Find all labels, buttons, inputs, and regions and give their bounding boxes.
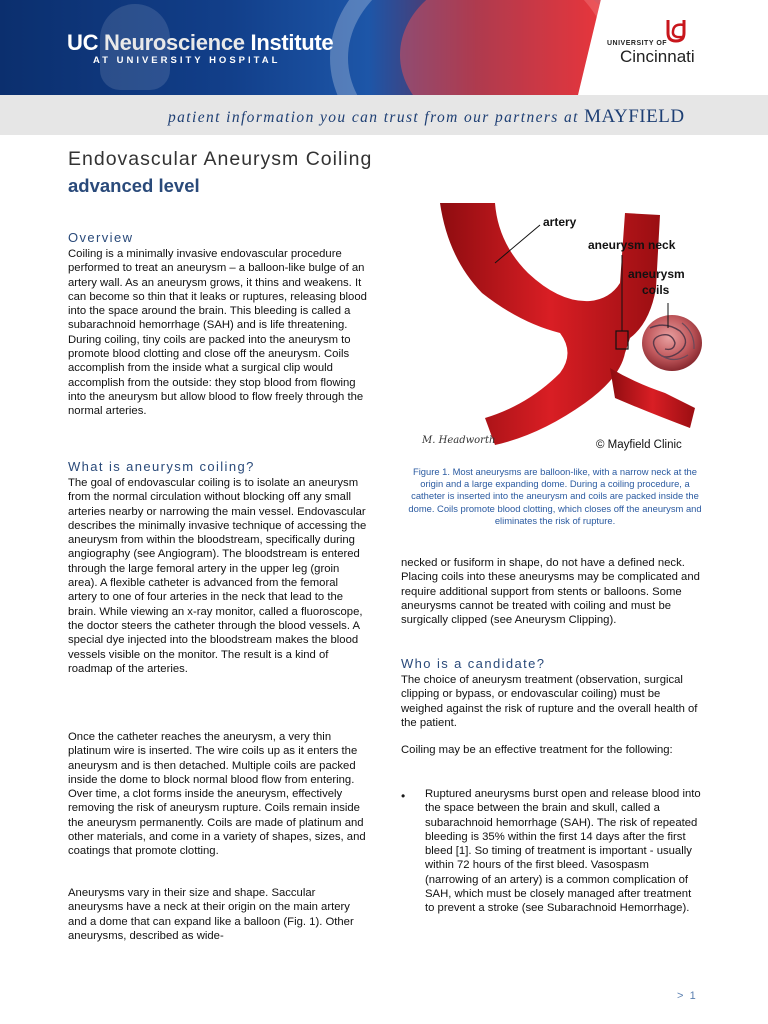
institute-subtitle: AT UNIVERSITY HOSPITAL: [93, 55, 281, 66]
what-text-2: Once the catheter reaches the aneurysm, a very thin platinum wire is inserted. The wire coils up as it enters the aneurysm and is then detached. Multiple coils are packed inside the dome to block normal blood flow from entering. Over time, a clot forms inside the aneurysm, effectively removing the risk of aneurysm rupture. Coils remain inside the aneurysm permanently. Coils are made of platinum and other materials, and come in a variety of shapes, sizes, and coatings that promote clotting.: [68, 731, 366, 858]
what-text-1: The goal of endovascular coiling is to isolate an aneurysm from the normal circulation without blocking off any small arteries nearby or narrowing the main vessel. Endovascular describes the minimally invasive technique of accessing the aneurysm from within the bloodstream, specifically during angiography (see Angiogram). The bloodstream is entered through the large femoral artery in the upper leg (groin area). A flexible catheter is advanced from the femoral artery to one of four arteries in the neck that lead to the brain. While viewing an x-ray monitor, called a fluoroscope, the doctor steers the catheter through the blood vessels. A special dye injected into the bloodstream makes the blood vessels visible on the monitor. The result is a kind of roadmap of the arteries.: [68, 477, 367, 675]
university-of-label: UNIVERSITY OF: [607, 40, 668, 47]
overview-text: Coiling is a minimally invasive endovascular procedure performed to treat an aneurysm – a balloon-like bulge of an artery wall. As an aneurysm grows, it thins and weakens. It can become so thin that it leaks or ruptures, releasing blood into the space around the brain. This bleeding is called a subarachnoid hemorrhage (SAH) and is life threatening. During coiling, tiny coils are packed into the aneurysm to promote blood clotting and close off the aneurysm. Coils accomplish from the inside what a surgical clip would accomplish from the outside: they stop blood from flowing into the aneurysm but allow blood to flow freely through the normal arteries.: [68, 248, 367, 418]
candidate-text-1: The choice of aneurysm treatment (observation, surgical clipping or bypass, or endovascular coiling) must be weighed against the risk of rupture and the overall health of the patient.: [401, 674, 698, 729]
partner-name: MAYFIELD: [584, 106, 685, 127]
candidate-heading: Who is a candidate?: [401, 656, 546, 671]
what-heading: What is aneurysm coiling?: [68, 459, 255, 474]
page-number: > 1: [677, 990, 696, 1002]
university-logo-icon: [664, 17, 688, 45]
label-aneurysm-neck: aneurysm neck: [588, 238, 676, 252]
label-artery: artery: [543, 215, 577, 229]
overview-heading: Overview: [68, 230, 134, 245]
bullet-text: Ruptured aneurysms burst open and release blood into the space between the brain and skull, called a subarachnoid hemorrhage (SAH). The risk of repeated bleeding is 35% within the first 14 days after the first bleed [1]. So timing of treatment is important - usually within 72 hours of the first bleed. Vasospasm (narrowing of an artery) is a common complication of SAH, which must be closely managed after treatment to prevent a stroke (see Subarachnoid Hemorrhage).: [425, 788, 701, 915]
figure-credit: © Mayfield Clinic: [596, 439, 682, 451]
what-text-3: Aneurysms vary in their size and shape. Saccular aneurysms have a neck at their origin on the main artery and a dome that can expand like a balloon (Fig. 1). Other aneurysms, described as wide-: [68, 887, 354, 942]
tagline: patient information you can trust from our partners at MAYFIELD: [168, 106, 685, 127]
university-name: Cincinnati: [620, 47, 695, 66]
institute-name: UC Neuroscience Institute: [67, 30, 334, 55]
page-subtitle: advanced level: [68, 175, 200, 196]
page-title: Endovascular Aneurysm Coiling: [68, 148, 373, 170]
artist-signature: M. Headworth: [422, 435, 496, 446]
label-aneurysm-coils-1: aneurysm: [628, 267, 685, 281]
bullet-marker: •: [401, 789, 406, 803]
candidate-text-2: Coiling may be an effective treatment for the following:: [401, 744, 673, 756]
aneurysm-figure: [410, 203, 702, 458]
figure-caption: Figure 1. Most aneurysms are balloon-like, with a narrow neck at the origin and a large expanding dome. During a coiling procedure, a catheter is inserted into the aneurysm and coils are packed inside the dome. Coils promote blood clotting, which closes off the aneurysm and eliminates the risk of rupture.: [408, 466, 702, 526]
continued-text: necked or fusiform in shape, do not have a defined neck. Placing coils into these aneurysms may be complicated and require additional support from stents or balloons. Some aneurysms cannot be treated with coiling and must be surgically clipped (see Aneurysm Clipping).: [401, 557, 700, 627]
label-aneurysm-coils-2: coils: [642, 283, 670, 297]
